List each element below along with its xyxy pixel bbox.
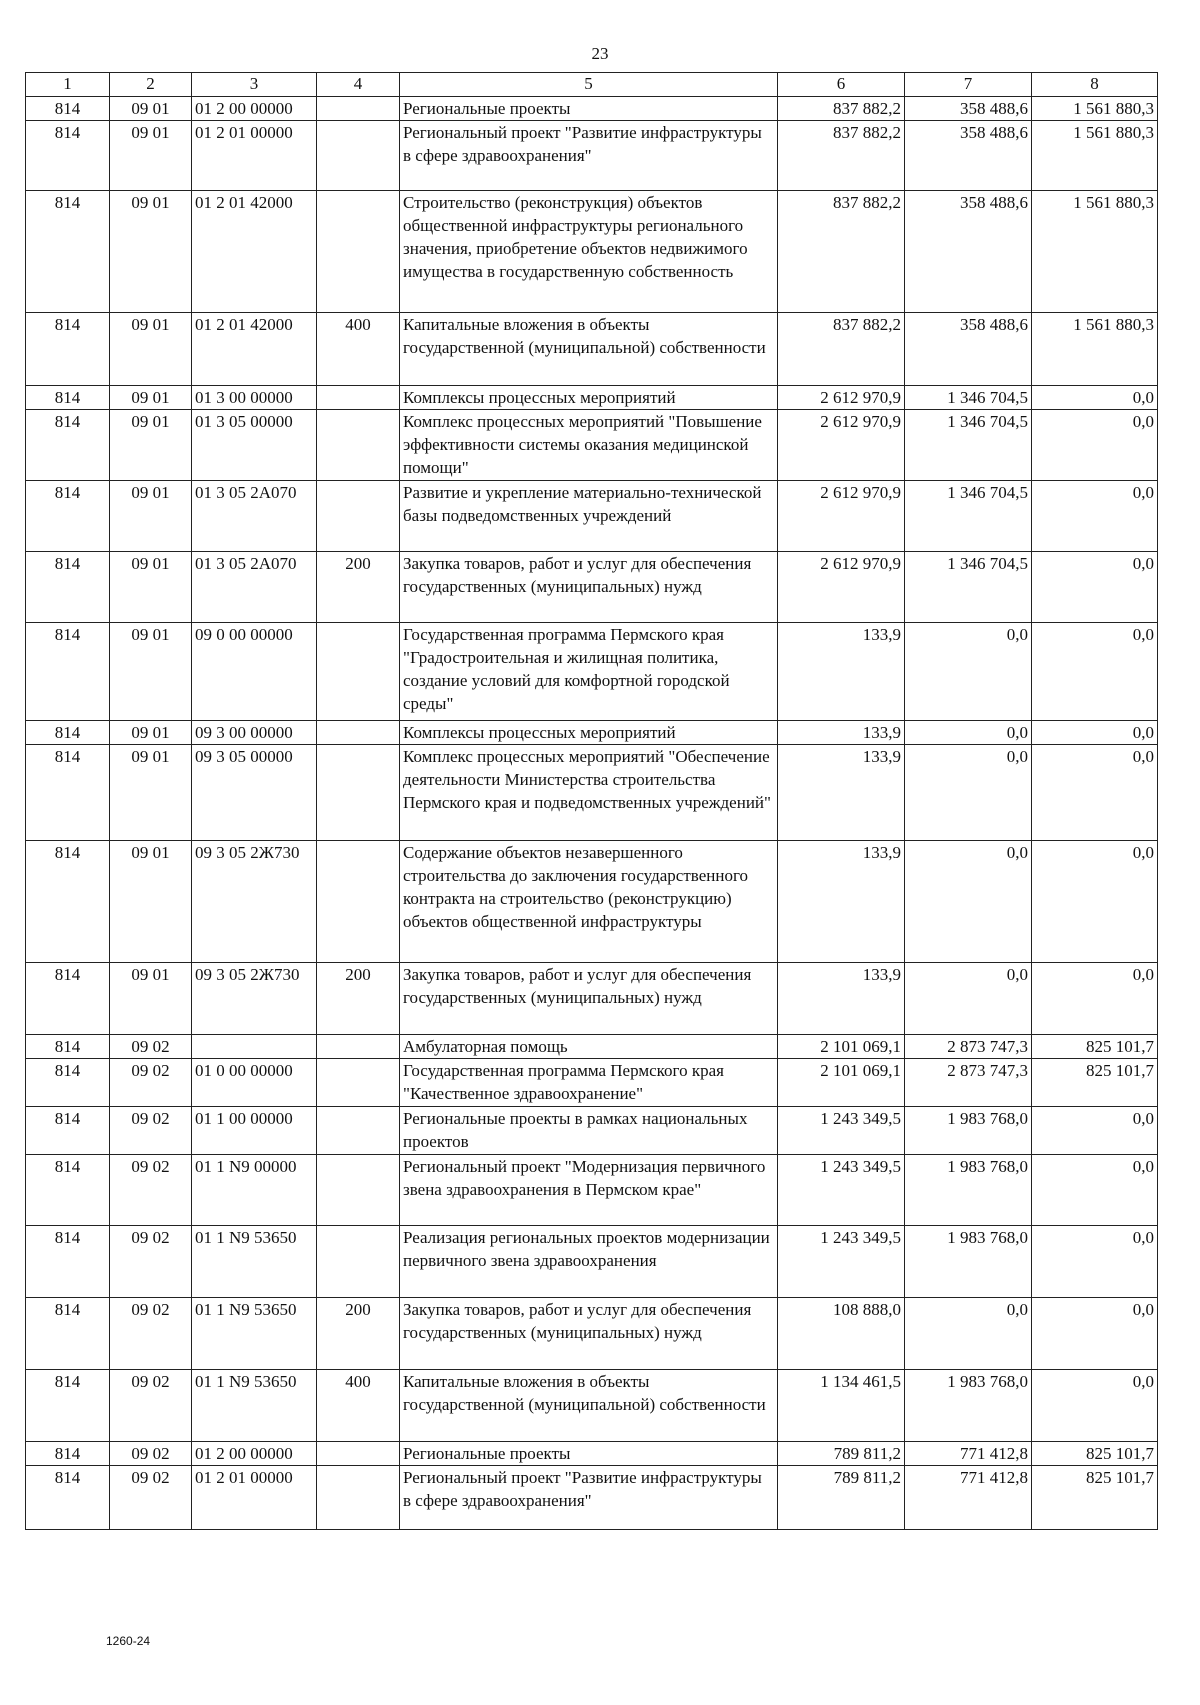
column-header: 4 <box>317 73 400 97</box>
amount-col-7: 358 488,6 <box>905 97 1032 121</box>
grbs-code: 814 <box>26 623 110 721</box>
target-article-code <box>192 1035 317 1059</box>
expense-type-code <box>317 191 400 313</box>
amount-col-7: 1 983 768,0 <box>905 1155 1032 1226</box>
amount-col-7: 1 983 768,0 <box>905 1226 1032 1298</box>
amount-col-6: 2 612 970,9 <box>778 481 905 552</box>
target-article-code: 01 2 00 00000 <box>192 1442 317 1466</box>
section-code: 09 02 <box>110 1370 192 1442</box>
grbs-code: 814 <box>26 97 110 121</box>
target-article-code: 01 2 00 00000 <box>192 97 317 121</box>
column-header: 3 <box>192 73 317 97</box>
amount-col-7: 1 983 768,0 <box>905 1370 1032 1442</box>
table-row <box>26 1298 1158 1370</box>
section-code: 09 01 <box>110 386 192 410</box>
amount-col-7: 358 488,6 <box>905 191 1032 313</box>
amount-col-6: 789 811,2 <box>778 1442 905 1466</box>
amount-col-6: 837 882,2 <box>778 313 905 386</box>
item-name: Содержание объектов незавершенного строительства до заключения государственного контракта на строительство (реконструкцию) объектов общественной инфраструктуры <box>400 841 778 963</box>
section-code: 09 02 <box>110 1442 192 1466</box>
section-code: 09 02 <box>110 1155 192 1226</box>
amount-col-6: 133,9 <box>778 745 905 841</box>
amount-col-7: 358 488,6 <box>905 121 1032 191</box>
expense-type-code <box>317 1059 400 1107</box>
grbs-code: 814 <box>26 1059 110 1107</box>
target-article-code: 01 1 00 00000 <box>192 1107 317 1155</box>
target-article-code: 01 0 00 00000 <box>192 1059 317 1107</box>
section-code: 09 01 <box>110 721 192 745</box>
item-name: Региональные проекты в рамках национальных проектов <box>400 1107 778 1155</box>
table-row <box>26 1107 1158 1155</box>
section-code: 09 01 <box>110 745 192 841</box>
item-name: Государственная программа Пермского края "Градостроительная и жилищная политика, создание условий для комфортной городской среды" <box>400 623 778 721</box>
amount-col-7: 0,0 <box>905 963 1032 1035</box>
grbs-code: 814 <box>26 1298 110 1370</box>
amount-col-6: 133,9 <box>778 721 905 745</box>
target-article-code: 01 3 05 2А070 <box>192 552 317 623</box>
grbs-code: 814 <box>26 191 110 313</box>
table-row <box>26 481 1158 552</box>
section-code: 09 02 <box>110 1107 192 1155</box>
expense-type-code <box>317 410 400 481</box>
column-header: 2 <box>110 73 192 97</box>
item-name: Закупка товаров, работ и услуг для обеспечения государственных (муниципальных) нужд <box>400 552 778 623</box>
section-code: 09 01 <box>110 191 192 313</box>
item-name: Развитие и укрепление материально-технической базы подведомственных учреждений <box>400 481 778 552</box>
amount-col-6: 837 882,2 <box>778 191 905 313</box>
item-name: Региональный проект "Модернизация первичного звена здравоохранения в Пермском крае" <box>400 1155 778 1226</box>
amount-col-8: 0,0 <box>1032 1370 1158 1442</box>
amount-col-8: 1 561 880,3 <box>1032 191 1158 313</box>
item-name: Комплекс процессных мероприятий "Обеспечение деятельности Министерства строительства Пермского края и подведомственных учреждений" <box>400 745 778 841</box>
amount-col-7: 771 412,8 <box>905 1442 1032 1466</box>
grbs-code: 814 <box>26 481 110 552</box>
amount-col-6: 2 612 970,9 <box>778 386 905 410</box>
grbs-code: 814 <box>26 1370 110 1442</box>
expense-type-code: 200 <box>317 963 400 1035</box>
grbs-code: 814 <box>26 745 110 841</box>
amount-col-6: 133,9 <box>778 963 905 1035</box>
amount-col-7: 0,0 <box>905 1298 1032 1370</box>
target-article-code: 09 0 00 00000 <box>192 623 317 721</box>
table-row <box>26 386 1158 410</box>
target-article-code: 01 3 05 2А070 <box>192 481 317 552</box>
section-code: 09 01 <box>110 963 192 1035</box>
section-code: 09 01 <box>110 481 192 552</box>
grbs-code: 814 <box>26 1466 110 1530</box>
grbs-code: 814 <box>26 1035 110 1059</box>
amount-col-7: 1 983 768,0 <box>905 1107 1032 1155</box>
target-article-code: 09 3 00 00000 <box>192 721 317 745</box>
item-name: Капитальные вложения в объекты государственной (муниципальной) собственности <box>400 313 778 386</box>
page-number: 23 <box>591 44 609 63</box>
amount-col-6: 837 882,2 <box>778 121 905 191</box>
table-row <box>26 623 1158 721</box>
amount-col-8: 0,0 <box>1032 410 1158 481</box>
amount-col-8: 0,0 <box>1032 841 1158 963</box>
item-name: Комплекс процессных мероприятий "Повышение эффективности системы оказания медицинской помощи" <box>400 410 778 481</box>
grbs-code: 814 <box>26 721 110 745</box>
grbs-code: 814 <box>26 1155 110 1226</box>
item-name: Региональный проект "Развитие инфраструктуры в сфере здравоохранения" <box>400 121 778 191</box>
grbs-code: 814 <box>26 410 110 481</box>
section-code: 09 02 <box>110 1298 192 1370</box>
amount-col-6: 2 101 069,1 <box>778 1035 905 1059</box>
amount-col-7: 2 873 747,3 <box>905 1035 1032 1059</box>
amount-col-6: 837 882,2 <box>778 97 905 121</box>
item-name: Комплексы процессных мероприятий <box>400 721 778 745</box>
amount-col-7: 0,0 <box>905 841 1032 963</box>
grbs-code: 814 <box>26 963 110 1035</box>
amount-col-8: 825 101,7 <box>1032 1035 1158 1059</box>
amount-col-8: 0,0 <box>1032 1107 1158 1155</box>
table-row <box>26 721 1158 745</box>
target-article-code: 09 3 05 2Ж730 <box>192 963 317 1035</box>
expense-type-code <box>317 121 400 191</box>
item-name: Реализация региональных проектов модернизации первичного звена здравоохранения <box>400 1226 778 1298</box>
budget-table <box>25 72 1158 1530</box>
amount-col-8: 0,0 <box>1032 963 1158 1035</box>
amount-col-7: 0,0 <box>905 721 1032 745</box>
expense-type-code <box>317 1466 400 1530</box>
table-row <box>26 1035 1158 1059</box>
table-row <box>26 841 1158 963</box>
amount-col-6: 2 101 069,1 <box>778 1059 905 1107</box>
section-code: 09 01 <box>110 841 192 963</box>
expense-type-code: 400 <box>317 313 400 386</box>
amount-col-8: 825 101,7 <box>1032 1059 1158 1107</box>
grbs-code: 814 <box>26 386 110 410</box>
target-article-code: 09 3 05 00000 <box>192 745 317 841</box>
amount-col-6: 1 134 461,5 <box>778 1370 905 1442</box>
item-name: Региональные проекты <box>400 97 778 121</box>
target-article-code: 01 2 01 42000 <box>192 191 317 313</box>
document-code: 1260-24 <box>106 1634 151 1648</box>
section-code: 09 02 <box>110 1466 192 1530</box>
section-code: 09 01 <box>110 552 192 623</box>
amount-col-7: 1 346 704,5 <box>905 386 1032 410</box>
item-name: Региональные проекты <box>400 1442 778 1466</box>
amount-col-6: 1 243 349,5 <box>778 1155 905 1226</box>
amount-col-6: 2 612 970,9 <box>778 410 905 481</box>
amount-col-8: 0,0 <box>1032 745 1158 841</box>
expense-type-code <box>317 1155 400 1226</box>
table-row <box>26 1466 1158 1530</box>
target-article-code: 01 3 05 00000 <box>192 410 317 481</box>
table-row <box>26 121 1158 191</box>
amount-col-8: 0,0 <box>1032 1226 1158 1298</box>
expense-type-code <box>317 623 400 721</box>
target-article-code: 01 2 01 00000 <box>192 121 317 191</box>
amount-col-7: 2 873 747,3 <box>905 1059 1032 1107</box>
amount-col-7: 1 346 704,5 <box>905 410 1032 481</box>
amount-col-6: 2 612 970,9 <box>778 552 905 623</box>
expense-type-code <box>317 481 400 552</box>
section-code: 09 02 <box>110 1226 192 1298</box>
table-row <box>26 191 1158 313</box>
expense-type-code <box>317 745 400 841</box>
column-header: 7 <box>905 73 1032 97</box>
target-article-code: 01 1 N9 53650 <box>192 1370 317 1442</box>
expense-type-code <box>317 1107 400 1155</box>
section-code: 09 01 <box>110 97 192 121</box>
amount-col-7: 771 412,8 <box>905 1466 1032 1530</box>
target-article-code: 01 1 N9 53650 <box>192 1298 317 1370</box>
section-code: 09 01 <box>110 623 192 721</box>
target-article-code: 01 2 01 00000 <box>192 1466 317 1530</box>
item-name: Амбулаторная помощь <box>400 1035 778 1059</box>
target-article-code: 01 1 N9 00000 <box>192 1155 317 1226</box>
section-code: 09 01 <box>110 410 192 481</box>
table-row <box>26 963 1158 1035</box>
expense-type-code <box>317 1442 400 1466</box>
item-name: Закупка товаров, работ и услуг для обеспечения государственных (муниципальных) нужд <box>400 963 778 1035</box>
section-code: 09 01 <box>110 313 192 386</box>
amount-col-7: 358 488,6 <box>905 313 1032 386</box>
amount-col-8: 0,0 <box>1032 1298 1158 1370</box>
amount-col-7: 0,0 <box>905 623 1032 721</box>
amount-col-8: 1 561 880,3 <box>1032 121 1158 191</box>
amount-col-8: 0,0 <box>1032 721 1158 745</box>
amount-col-8: 0,0 <box>1032 623 1158 721</box>
item-name: Комплексы процессных мероприятий <box>400 386 778 410</box>
table-row <box>26 97 1158 121</box>
section-code: 09 02 <box>110 1035 192 1059</box>
amount-col-6: 133,9 <box>778 623 905 721</box>
amount-col-8: 825 101,7 <box>1032 1442 1158 1466</box>
grbs-code: 814 <box>26 552 110 623</box>
item-name: Строительство (реконструкция) объектов общественной инфраструктуры регионального значения, приобретение объектов недвижимого имущества в государственную собственность <box>400 191 778 313</box>
expense-type-code <box>317 841 400 963</box>
section-code: 09 01 <box>110 121 192 191</box>
grbs-code: 814 <box>26 1226 110 1298</box>
expense-type-code <box>317 1035 400 1059</box>
amount-col-6: 133,9 <box>778 841 905 963</box>
table-row <box>26 745 1158 841</box>
amount-col-8: 0,0 <box>1032 552 1158 623</box>
table-row <box>26 313 1158 386</box>
grbs-code: 814 <box>26 121 110 191</box>
grbs-code: 814 <box>26 1442 110 1466</box>
expense-type-code: 200 <box>317 552 400 623</box>
expense-type-code: 400 <box>317 1370 400 1442</box>
grbs-code: 814 <box>26 313 110 386</box>
item-name: Капитальные вложения в объекты государственной (муниципальной) собственности <box>400 1370 778 1442</box>
expense-type-code <box>317 386 400 410</box>
grbs-code: 814 <box>26 1107 110 1155</box>
amount-col-8: 0,0 <box>1032 481 1158 552</box>
amount-col-7: 1 346 704,5 <box>905 481 1032 552</box>
amount-col-8: 825 101,7 <box>1032 1466 1158 1530</box>
table-row <box>26 1370 1158 1442</box>
table-row <box>26 1226 1158 1298</box>
item-name: Закупка товаров, работ и услуг для обеспечения государственных (муниципальных) нужд <box>400 1298 778 1370</box>
amount-col-6: 1 243 349,5 <box>778 1226 905 1298</box>
expense-type-code: 200 <box>317 1298 400 1370</box>
table-row <box>26 1059 1158 1107</box>
amount-col-8: 1 561 880,3 <box>1032 97 1158 121</box>
amount-col-6: 789 811,2 <box>778 1466 905 1530</box>
target-article-code: 09 3 05 2Ж730 <box>192 841 317 963</box>
target-article-code: 01 1 N9 53650 <box>192 1226 317 1298</box>
expense-type-code <box>317 1226 400 1298</box>
grbs-code: 814 <box>26 841 110 963</box>
target-article-code: 01 3 00 00000 <box>192 386 317 410</box>
amount-col-8: 0,0 <box>1032 386 1158 410</box>
amount-col-6: 108 888,0 <box>778 1298 905 1370</box>
target-article-code: 01 2 01 42000 <box>192 313 317 386</box>
table-row <box>26 1155 1158 1226</box>
amount-col-8: 1 561 880,3 <box>1032 313 1158 386</box>
item-name: Региональный проект "Развитие инфраструктуры в сфере здравоохранения" <box>400 1466 778 1530</box>
table-row <box>26 1442 1158 1466</box>
amount-col-6: 1 243 349,5 <box>778 1107 905 1155</box>
header-row <box>26 73 1158 97</box>
section-code: 09 02 <box>110 1059 192 1107</box>
column-header: 1 <box>26 73 110 97</box>
table-row <box>26 410 1158 481</box>
column-header: 8 <box>1032 73 1158 97</box>
column-header: 6 <box>778 73 905 97</box>
amount-col-8: 0,0 <box>1032 1155 1158 1226</box>
amount-col-7: 0,0 <box>905 745 1032 841</box>
expense-type-code <box>317 721 400 745</box>
item-name: Государственная программа Пермского края "Качественное здравоохранение" <box>400 1059 778 1107</box>
table-row <box>26 552 1158 623</box>
amount-col-7: 1 346 704,5 <box>905 552 1032 623</box>
expense-type-code <box>317 97 400 121</box>
column-header: 5 <box>400 73 778 97</box>
